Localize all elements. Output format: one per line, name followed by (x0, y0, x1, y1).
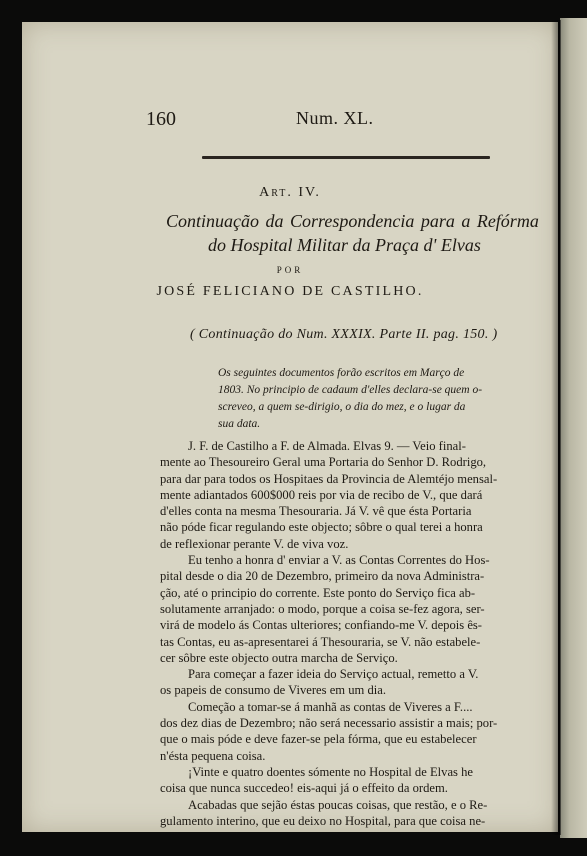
book-page (22, 22, 558, 832)
body-line: coisa que nunca succedeo! eis-aqui já o effeito da ordem. (160, 781, 448, 796)
continuation-note: ( Continuação do Num. XXXIX. Parte II. pag. 150. ) (190, 327, 498, 342)
intro-line: screveo, a quem se-dirigio, o dia do mez, e o lugar da (218, 401, 466, 413)
page-header (22, 108, 558, 134)
body-line: n'ésta pequena coisa. (160, 748, 266, 763)
header-rule (202, 156, 490, 159)
article-title (166, 209, 546, 257)
intro-line: 1803. No principio de cadaum d'elles declara-se quem o- (218, 384, 483, 396)
intro-line: sua data. (218, 418, 261, 430)
intro-note (218, 365, 552, 433)
article-title-line-1: Continuação da Correspondencia para a Refórma (166, 211, 539, 231)
body-line: dos dez dias de Dezembro; não será necessario assistir a mais; por- (160, 716, 498, 731)
body-line: de reflexionar perante V. de viva voz. (160, 536, 349, 551)
page-gutter-shadow (551, 20, 561, 835)
body-line: pital desde o dia 20 de Dezembro, primeiro da nova Administra- (160, 569, 485, 584)
author-name: JOSÉ FELICIANO DE CASTILHO. (156, 284, 424, 299)
article-label: Art. IV. (259, 185, 321, 200)
body-line: J. F. de Castilho a F. de Almada. Elvas 9. — Veio final- (188, 439, 466, 453)
body-line: d'elles conta na mesma Thesouraria. Já V. vê que ésta Portaria (160, 504, 472, 519)
body-line: Eu tenho a honra d' enviar a V. as Contas Correntes do Hos- (188, 553, 490, 568)
letter-body (160, 438, 553, 829)
intro-line: Os seguintes documentos forão escritos em Março de (218, 367, 465, 379)
body-line: ¡Vinte e quatro doentes sómente no Hospital de Elvas he (188, 764, 473, 779)
running-head: Num. XL. (296, 108, 374, 128)
next-page-edge (560, 18, 587, 838)
page-number: 160 (146, 108, 176, 130)
byline-label: POR (276, 265, 304, 275)
body-line: ção, até o principio do corrente. Este ponto do Serviço fica ab- (160, 585, 476, 600)
body-line: não póde ficar regulando este objecto; sôbre o qual terei a honra (160, 520, 483, 535)
body-line: cer sôbre este objecto outra marcha de Serviço. (160, 650, 398, 665)
body-line: Acabadas que sejão éstas poucas coisas, que restão, e o Re- (188, 797, 488, 812)
body-line: solutamente arranjado: o modo, porque a coisa se-fez agora, ser- (160, 601, 485, 616)
body-line: Para começar a fazer ideia do Serviço actual, remetto a V. (188, 667, 479, 682)
body-line: que o mais póde e deve fazer-se pela fórma, que eu estabelecer (160, 732, 477, 747)
body-line: mente ao Thesoureiro Geral uma Portaria do Senhor D. Rodrigo, (160, 455, 487, 470)
body-line: Começão a tomar-se á manhã as contas de Viveres a F.... (188, 699, 473, 714)
body-line: tas Contas, eu as-apresentarei á Thesouraria, se V. não estabele- (160, 634, 481, 649)
body-line: virá de modelo ás Contas ulteriores; confiando-me V. depois ês- (160, 618, 483, 633)
body-line: os papeis de consumo de Viveres em um dia. (160, 683, 386, 698)
body-line: para dar para todos os Hospitaes da Provincia de Alemtéjo mensal- (160, 471, 498, 486)
body-line: gulamento interino, que eu deixo no Hospital, para que coisa ne- (160, 813, 486, 828)
article-title-line-2: do Hospital Militar da Praça d' Elvas (208, 235, 481, 255)
body-line: mente adiantados 600$000 reis por via de recibo de V., que dará (160, 487, 483, 502)
